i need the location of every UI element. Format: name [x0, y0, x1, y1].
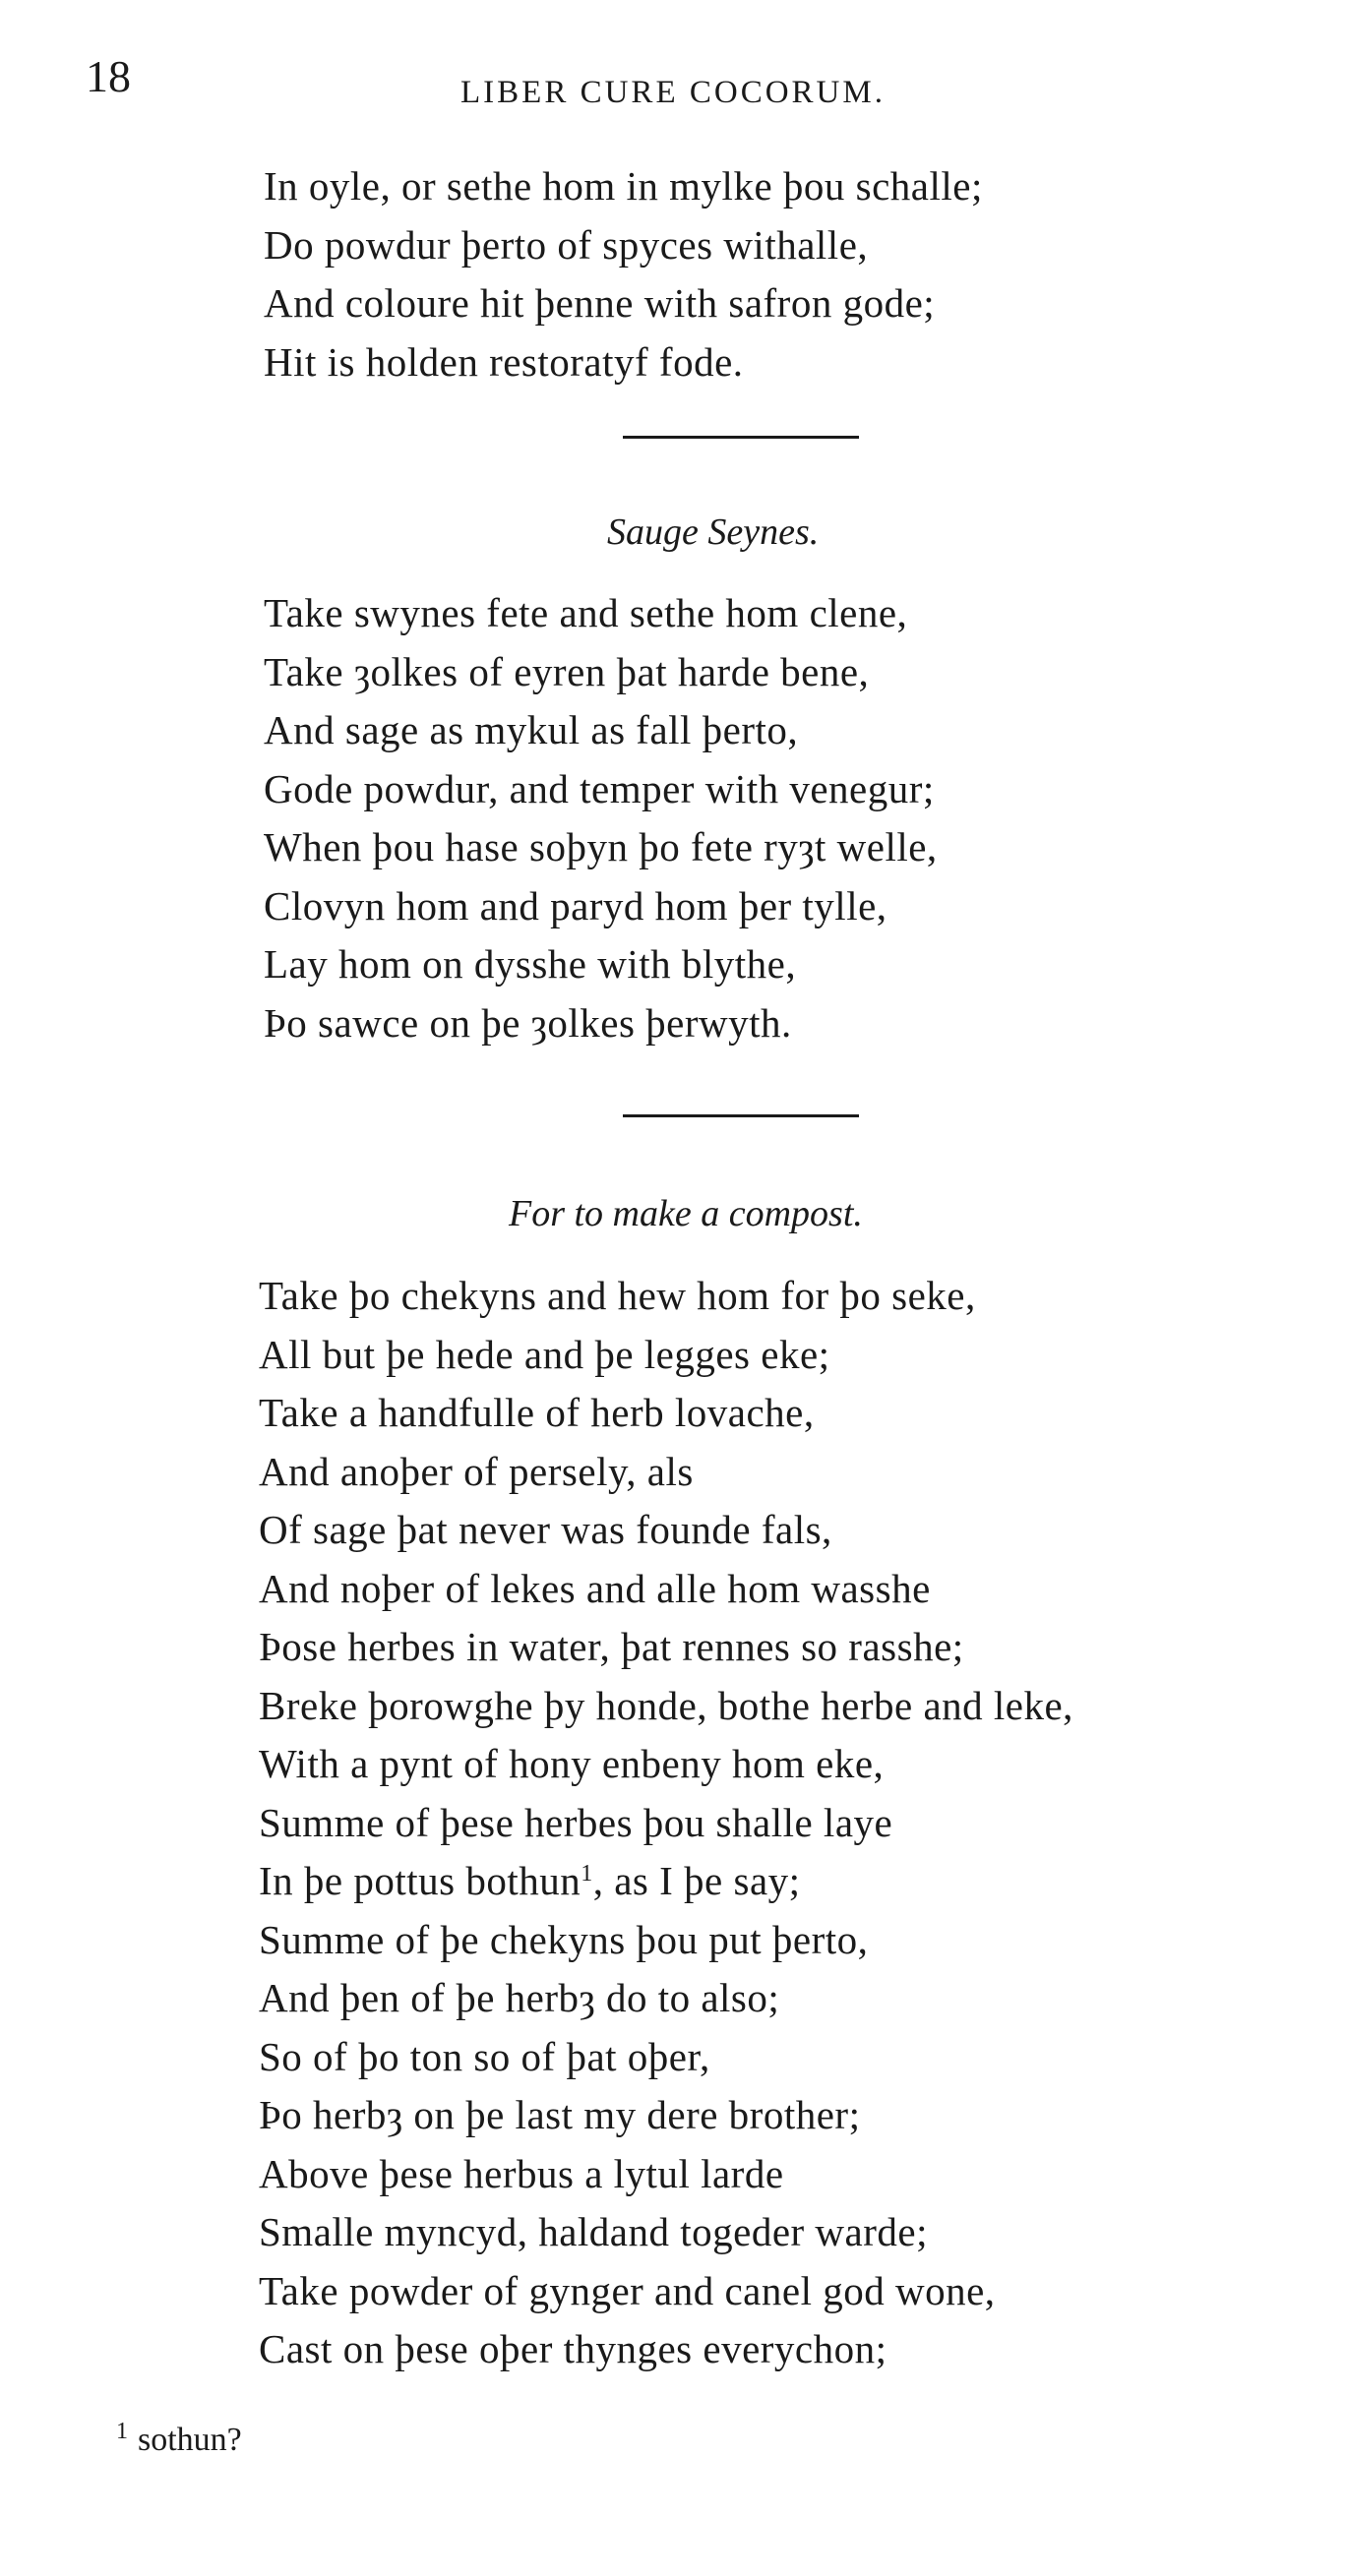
recipe-title-compost: For to make a compost. — [509, 1193, 863, 1234]
verse-line: Hit is holden restoratyf fode. — [264, 338, 744, 385]
verse-line: Þose herbes in water, þat rennes so rasshe; — [259, 1624, 964, 1669]
footnote-reference: 1 — [581, 1861, 593, 1887]
verse-text: In þe pottus bothun — [259, 1858, 581, 1903]
verse-line: So of þo ton so of þat oþer, — [259, 2033, 710, 2079]
verse-line: Take swynes fete and sethe hom clene, — [264, 590, 908, 635]
sauge-seynes-verse — [264, 584, 938, 1052]
page-number: 18 — [86, 51, 131, 101]
verse-line: Summe of þe chekyns þou put þerto, — [259, 1916, 869, 1962]
verse-line: Take a handfulle of herb lovache, — [259, 1390, 815, 1435]
footnote-text: sothun? — [138, 2422, 242, 2458]
verse-line: Summe of þese herbes þou shalle laye — [259, 1799, 893, 1845]
verse-line: And noþer of lekes and alle hom wasshe — [259, 1565, 931, 1611]
verse-line: Cast on þese oþer thynges everychon; — [259, 2326, 887, 2371]
verse-line: All but þe hede and þe legges eke; — [259, 1331, 830, 1377]
verse-line: Above þese herbus a lytul larde — [259, 2150, 784, 2196]
verse-line: In oyle, or sethe hom in mylke þou schalle; — [264, 163, 983, 209]
running-head: LIBER CURE COCORUM. — [460, 75, 886, 110]
verse-line: Clovyn hom and paryd hom þer tylle, — [264, 882, 887, 929]
verse-line: With a pynt of hony enbeny hom eke, — [259, 1741, 885, 1786]
footnote — [116, 2420, 242, 2457]
verse-line: Of sage þat never was founde fals, — [259, 1507, 832, 1552]
section-divider — [623, 1114, 859, 1117]
section-divider — [623, 436, 859, 439]
verse-text: , as I þe say; — [592, 1858, 801, 1903]
verse-line: Do powdur þerto of spyces withalle, — [264, 221, 869, 268]
compost-verse — [259, 1267, 1073, 2379]
verse-line: Smalle myncyd, haldand togeder warde; — [259, 2209, 928, 2254]
continuation-verse — [264, 157, 983, 391]
verse-line: Þo herbȝ on þe last my dere brother; — [259, 2092, 861, 2137]
verse-line — [259, 1852, 1073, 1911]
verse-line: Take þo chekyns and hew hom for þo seke, — [259, 1273, 976, 1318]
verse-line: Gode powdur, and temper with venegur; — [264, 765, 935, 811]
verse-line: And coloure hit þenne with safron gode; — [264, 280, 936, 326]
verse-line: When þou hase soþyn þo fete ryȝt welle, — [264, 824, 938, 869]
verse-line: Þo sawce on þe ȝolkes þerwyth. — [264, 999, 792, 1046]
verse-line: Lay hom on dysshe with blythe, — [264, 941, 797, 987]
verse-line: And sage as mykul as fall þerto, — [264, 707, 799, 752]
verse-line: Take ȝolkes of eyren þat harde bene, — [264, 648, 870, 694]
recipe-title-sauge-seynes: Sauge Seynes. — [607, 511, 820, 553]
verse-line: Breke þorowghe þy honde, bothe herbe and leke, — [259, 1682, 1073, 1728]
verse-line: Take powder of gynger and canel god wone, — [259, 2267, 996, 2313]
footnote-mark: 1 — [116, 2419, 128, 2444]
verse-line: And anoþer of persely, als — [259, 1448, 694, 1494]
verse-line: And þen of þe herbȝ do to also; — [259, 1975, 780, 2020]
